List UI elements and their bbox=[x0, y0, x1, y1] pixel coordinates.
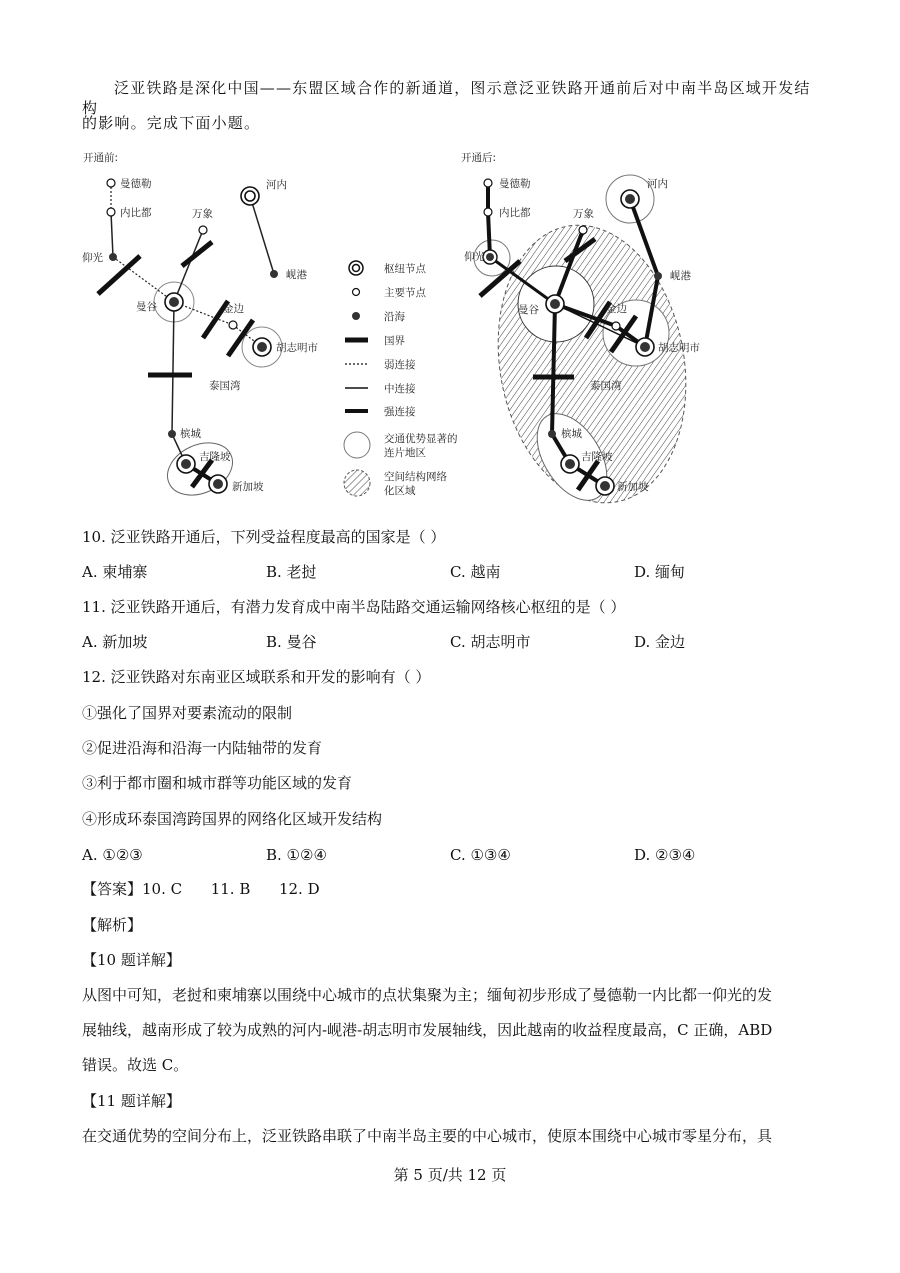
label-penang-after: 槟城 bbox=[561, 428, 582, 440]
q10-stem: 10. 泛亚铁路开通后，下列受益程度最高的国家是（ ） bbox=[82, 528, 446, 546]
kl-sg-region bbox=[159, 433, 241, 505]
legend bbox=[344, 261, 458, 497]
q12-statement-4: ④形成环泰国湾跨国界的网络化区域开发结构 bbox=[82, 810, 383, 828]
railway-diagram bbox=[80, 146, 700, 506]
legend-medium-label: 中连接 bbox=[384, 383, 416, 395]
node-vientiane bbox=[199, 226, 207, 234]
node-danang-after bbox=[654, 272, 662, 280]
legend-major-label: 主要节点 bbox=[384, 287, 426, 299]
q11-detail-line-1: 在交通优势的空间分布上，泛亚铁路串联了中南半岛主要的中心城市，使原本围绕中心城市零星分布，具 bbox=[82, 1127, 773, 1145]
link-bangkok-vientiane bbox=[174, 230, 203, 302]
label-gulf: 泰国湾 bbox=[209, 380, 241, 392]
node-naypyidaw-after bbox=[484, 208, 492, 216]
node-penang bbox=[168, 430, 176, 438]
q12-stem: 12. 泛亚铁路对东南亚区域联系和开发的影响有（ ） bbox=[82, 668, 431, 686]
answer-line: 【答案】10. C 11. B 12. D bbox=[82, 880, 320, 898]
before-title: 开通前: bbox=[83, 152, 119, 164]
label-phnompenh: 金边 bbox=[223, 303, 244, 315]
label-hanoi-after: 河内 bbox=[647, 178, 668, 190]
label-danang-after: 岘港 bbox=[670, 270, 691, 282]
node-kl bbox=[177, 455, 195, 473]
label-hanoi: 河内 bbox=[266, 179, 287, 191]
node-hanoi bbox=[241, 187, 259, 205]
q12-option-c: C. ①③④ bbox=[450, 846, 511, 864]
legend-hub-icon bbox=[349, 261, 363, 275]
q10-option-d: D. 缅甸 bbox=[634, 563, 686, 581]
legend-strong-label: 强连接 bbox=[384, 406, 416, 418]
q12-statement-2: ②促进沿海和沿海一内陆轴带的发育 bbox=[82, 739, 323, 757]
label-kl: 吉隆坡 bbox=[199, 451, 231, 463]
node-mandalay-after bbox=[484, 179, 492, 187]
node-bangkok-after bbox=[546, 295, 564, 313]
q11-option-d: D. 金边 bbox=[634, 633, 686, 651]
label-gulf-after: 泰国湾 bbox=[590, 380, 622, 392]
label-hcmc-after: 胡志明市 bbox=[658, 342, 700, 354]
q11-option-a: A. 新加坡 bbox=[82, 633, 148, 651]
label-vientiane: 万象 bbox=[192, 208, 213, 220]
label-naypyidaw: 内比都 bbox=[120, 207, 152, 219]
legend-advantage-label-2: 连片地区 bbox=[384, 447, 426, 459]
label-singapore-after: 新加坡 bbox=[617, 481, 649, 493]
q12-statement-3: ③利于都市圈和城市群等功能区域的发育 bbox=[82, 774, 353, 792]
intro-line-2: 的影响。完成下面小题。 bbox=[82, 114, 261, 132]
after-title: 开通后: bbox=[461, 152, 497, 164]
legend-coastal-label: 沿海 bbox=[384, 311, 405, 323]
q11-stem: 11. 泛亚铁路开通后，有潜力发育成中南半岛陆路交通运输网络核心枢纽的是（ ） bbox=[82, 598, 626, 616]
analysis-label: 【解析】 bbox=[82, 916, 143, 934]
intro-line-1: 泛亚铁路是深化中国——东盟区域合作的新通道，图示意泛亚铁路开通前后对中南半岛区域开发结构 bbox=[82, 79, 811, 117]
legend-network-icon bbox=[344, 470, 370, 496]
q11-detail-title: 【11 题详解】 bbox=[82, 1092, 181, 1110]
node-penang-after bbox=[548, 430, 556, 438]
q10-option-c: C. 越南 bbox=[450, 563, 501, 581]
label-yangon: 仰光 bbox=[82, 252, 103, 264]
page-footer: 第 5 页/共 12 页 bbox=[393, 1166, 507, 1184]
legend-network-label-1: 空间结构网络 bbox=[384, 471, 447, 483]
label-mandalay: 曼德勒 bbox=[120, 178, 152, 190]
after-panel bbox=[461, 151, 700, 506]
label-phnompenh-after: 金边 bbox=[606, 303, 627, 315]
node-singapore bbox=[209, 475, 227, 493]
label-vientiane-after: 万象 bbox=[573, 208, 594, 220]
link-naypyidaw-yangon bbox=[111, 212, 113, 257]
node-hcmc bbox=[253, 338, 271, 356]
node-naypyidaw bbox=[107, 208, 115, 216]
weak-link-yangon-bangkok bbox=[113, 257, 174, 302]
node-phnompenh-after bbox=[612, 322, 620, 330]
legend-hub-label: 枢纽节点 bbox=[384, 263, 426, 275]
legend-advantage-icon bbox=[344, 432, 370, 458]
node-hcmc-after bbox=[636, 338, 654, 356]
label-singapore: 新加坡 bbox=[232, 481, 264, 493]
q10-detail-title: 【10 题详解】 bbox=[82, 951, 181, 969]
node-danang bbox=[270, 270, 278, 278]
node-bangkok bbox=[165, 293, 183, 311]
node-phnompenh bbox=[229, 321, 237, 329]
legend-coastal-icon bbox=[352, 312, 360, 320]
link-hanoi-danang bbox=[250, 196, 274, 274]
q12-statement-1: ①强化了国界对要素流动的限制 bbox=[82, 704, 293, 722]
label-bangkok-after: 曼谷 bbox=[518, 304, 539, 316]
q11-option-b: B. 曼谷 bbox=[266, 633, 317, 651]
legend-major-icon bbox=[353, 289, 360, 296]
legend-weak-label: 弱连接 bbox=[384, 359, 416, 371]
node-hanoi-after bbox=[621, 190, 639, 208]
q12-option-a: A. ①②③ bbox=[82, 846, 143, 864]
label-kl-after: 吉隆坡 bbox=[581, 451, 613, 463]
label-bangkok: 曼谷 bbox=[136, 301, 157, 313]
legend-advantage-label-1: 交通优势显著的 bbox=[384, 433, 458, 445]
label-penang: 槟城 bbox=[180, 428, 201, 440]
node-kl-after bbox=[561, 455, 579, 473]
q10-option-b: B. 老挝 bbox=[266, 563, 317, 581]
label-hcmc: 胡志明市 bbox=[276, 342, 318, 354]
node-yangon-after bbox=[483, 250, 497, 264]
border-myanmar-thailand bbox=[98, 256, 140, 294]
q10-option-a: A. 柬埔寨 bbox=[82, 563, 148, 581]
label-mandalay-after: 曼德勒 bbox=[499, 178, 531, 190]
legend-border-label: 国界 bbox=[384, 335, 405, 347]
q12-option-d: D. ②③④ bbox=[634, 846, 696, 864]
node-mandalay bbox=[107, 179, 115, 187]
q11-option-c: C. 胡志明市 bbox=[450, 633, 531, 651]
q12-option-b: B. ①②④ bbox=[266, 846, 327, 864]
label-danang: 岘港 bbox=[286, 269, 307, 281]
node-yangon bbox=[109, 253, 117, 261]
before-panel bbox=[82, 151, 318, 505]
label-naypyidaw-after: 内比都 bbox=[499, 207, 531, 219]
q10-detail-line-1: 从图中可知，老挝和柬埔寨以围绕中心城市的点状集聚为主；缅甸初步形成了曼德勒一内比都一仰光的发 bbox=[82, 986, 773, 1004]
node-vientiane-after bbox=[579, 226, 587, 234]
q10-detail-line-3: 错误。故选 C。 bbox=[82, 1056, 189, 1074]
diagram-svg bbox=[80, 146, 700, 506]
label-yangon-after: 仰光 bbox=[464, 251, 485, 263]
legend-network-label-2: 化区域 bbox=[384, 485, 416, 497]
node-singapore-after bbox=[596, 477, 614, 495]
q10-detail-line-2: 展轴线，越南形成了较为成熟的河内-岘港-胡志明市发展轴线，因此越南的收益程度最高，C 正确，ABD bbox=[82, 1021, 773, 1039]
